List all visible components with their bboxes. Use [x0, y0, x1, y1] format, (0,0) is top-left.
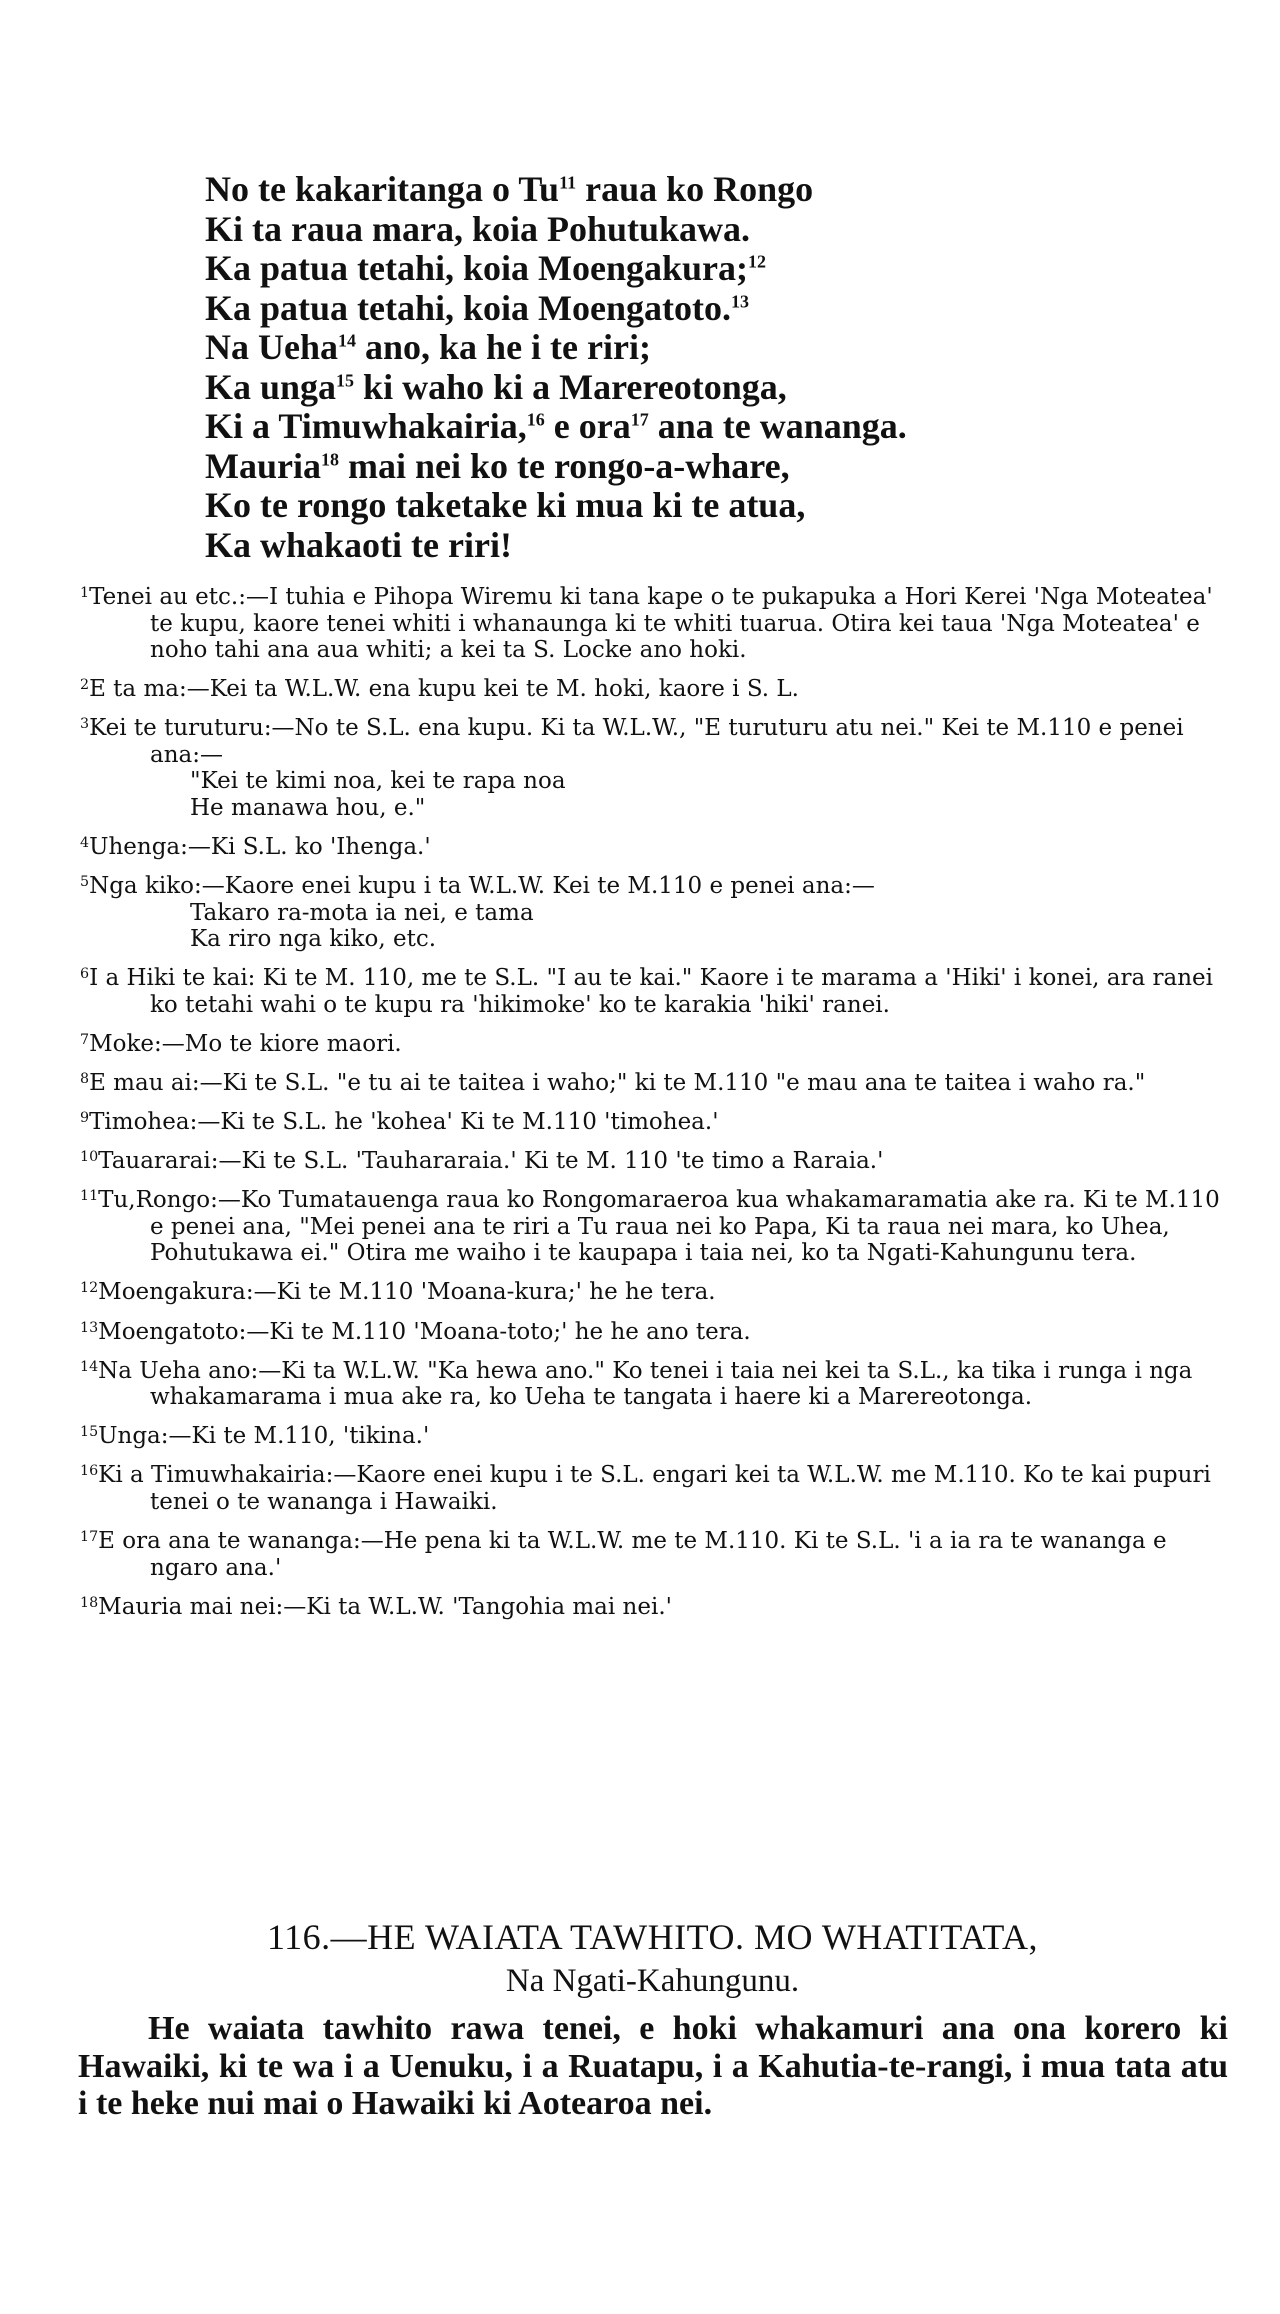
footnote [80, 1183, 1225, 1267]
verse-line [205, 249, 1205, 289]
verse-text: No te kakaritanga o Tu [205, 169, 560, 209]
footnote-number: 9 [80, 1110, 90, 1126]
footnote [80, 672, 1225, 703]
footnote-text: Moengakura:—Ki te M.110 'Moana-kura;' he he tera. [98, 1279, 716, 1306]
verse-text: mai nei ko te rongo-a-whare, [338, 445, 790, 486]
footnote-ref: 11 [559, 172, 577, 193]
footnote-quote-line: He manawa hou, e." [190, 794, 426, 821]
footnote-number: 18 [80, 1594, 99, 1611]
footnote [80, 1590, 1225, 1621]
verse-text: Ka patua tetahi, koia Moengakura; [205, 248, 749, 288]
footnote-text: E ta ma:—Kei ta W.L.W. ena kupu kei te M. hoki, kaore i S. L. [89, 676, 799, 703]
song-title: 116.—HE WAIATA TAWHITO. MO WHATITATA, [266, 1917, 1039, 1957]
footnote [80, 1524, 1225, 1581]
intro-paragraph: He waiata tawhito rawa tenei, e hoki whakamuri ana ona korero ki Hawaiki, ki te wa i a Uenuku, i a Ruatapu, i a Kahutia-te-rangi, i mua tata atu i te heke nui mai o Hawaiki ki Aotearoa nei. [78, 2010, 1228, 2122]
footnote-number: 1 [80, 585, 90, 601]
footnotes [80, 580, 1225, 1629]
verse-text: Na Ueha [205, 327, 338, 367]
footnote [80, 580, 1225, 664]
song-heading [80, 1915, 1225, 2003]
verse-text: Ko te rongo taketake ki mua ki te atua, [205, 485, 806, 525]
footnote [80, 961, 1225, 1018]
footnote-number: 8 [80, 1070, 90, 1087]
footnote-text: Tu,Rongo:—Ko Tumatauenga raua ko Rongomaraeroa kua whakamaramatia ake ra. Ki te M.110 e penei ana, "Mei penei ana te riri a Tu raua nei ko Papa, Ki ta raua nei mara, ko Uhea, Pohutukawa ei." Otira me waiho i te kaupapa i taia nei, ko ta Ngati-Kahungunu tera. [98, 1187, 1220, 1267]
footnote-number: 11 [80, 1188, 99, 1205]
verse-line [205, 368, 1205, 408]
footnote-number: 16 [80, 1463, 99, 1480]
footnote [80, 1105, 1225, 1136]
verse-line [205, 210, 1205, 250]
verse-line [205, 328, 1205, 368]
footnote-text: Na Ueha ano:—Ki ta W.L.W. "Ka hewa ano." Ko tenei i taia nei kei ta S.L., ka tika i runga i nga whakamarama i mua ake ra, ko Ueha te tangata i haere ki a Marereotonga. [98, 1357, 1193, 1411]
footnote [80, 1419, 1225, 1450]
footnote-text: Unga:—Ki te M.110, 'tikina.' [98, 1423, 430, 1450]
footnote-number: 4 [80, 834, 90, 851]
footnote-text: Kei te turuturu:—No te S.L. ena kupu. Ki ta W.L.W., "E turuturu atu nei." Kei te M.110 e penei ana:— [89, 715, 1184, 768]
footnote-text: Moke:—Mo te kiore maori. [89, 1030, 402, 1057]
footnote-ref: 15 [336, 369, 355, 390]
verse-line [205, 486, 1205, 526]
footnote [80, 711, 1225, 821]
verse-text: Ka unga [205, 366, 337, 407]
verse-text: raua ko Rongo [576, 169, 814, 209]
footnote-text: Uhenga:—Ki S.L. ko 'Ihenga.' [89, 834, 431, 860]
footnote [80, 1027, 1225, 1058]
verse-text: ano, ka he i te riri; [356, 327, 651, 367]
footnote [80, 1315, 1225, 1346]
verse-text: ki waho ki a Marereotonga, [354, 366, 787, 407]
footnote-number: 10 [80, 1149, 99, 1166]
footnote-text: E ora ana te wananga:—He pena ki ta W.L.W. me te M.110. Ki te S.L. 'i a ia ra te wananga e ngaro ana.' [98, 1528, 1167, 1581]
footnote-text: Nga kiko:—Kaore enei kupu i ta W.L.W. Kei te M.110 e penei ana:— [89, 873, 875, 900]
footnote [80, 1354, 1225, 1411]
verse-line [205, 447, 1205, 487]
footnote-number: 3 [80, 716, 90, 733]
footnote-quote-line: "Kei te kimi noa, kei te rapa noa [190, 768, 566, 795]
footnote-text: Tauararai:—Ki te S.L. 'Tauhararaia.' Ki te M. 110 'te timo a Raraia.' [98, 1148, 884, 1175]
footnote-text: I a Hiki te kai: Ki te M. 110, me te S.L. "I au te kai." Kaore i te marama a 'Hiki' i konei, ara ranei ko tetahi wahi o te kupu ra 'hikimoke' ko te karakia 'hiki' ranei. [89, 965, 1213, 1018]
footnote-ref: 12 [748, 251, 767, 272]
verse-line [205, 289, 1205, 329]
footnote-number: 17 [80, 1529, 99, 1545]
footnote-quote-line: Ka riro nga kiko, etc. [190, 926, 437, 953]
footnote-number: 6 [80, 966, 90, 983]
footnote-number: 12 [80, 1280, 99, 1297]
footnote-number: 15 [80, 1424, 99, 1441]
footnote-number: 5 [80, 874, 90, 890]
footnote-ref: 16 [526, 409, 545, 430]
footnote-number: 14 [80, 1358, 99, 1375]
verse-line [205, 170, 1205, 210]
footnote-ref: 13 [731, 290, 749, 311]
footnote-number: 2 [80, 677, 90, 694]
footnote [80, 1275, 1225, 1306]
footnote [80, 1458, 1225, 1515]
footnote-text: Mauria mai nei:—Ki ta W.L.W. 'Tangohia mai nei.' [98, 1593, 672, 1620]
verse-block [205, 170, 1205, 565]
verse-text: Ki a Timuwhakairia, [205, 406, 527, 446]
verse-text: Ka patua tetahi, koia Moengatoto. [205, 287, 731, 328]
verse-text: ana te wananga. [648, 406, 907, 446]
footnote-ref: 18 [320, 448, 339, 469]
footnote-text: Tenei au etc.:—I tuhia e Pihopa Wiremu ki tana kape o te pukapuka a Hori Kerei 'Nga Moteatea' te kupu, kaore tenei whiti i whanaunga ki te whiti tuarua. Otira kei taua 'Nga Moteatea' e noho tahi ana aua whiti; a kei ta S. Locke ano hoki. [89, 584, 1213, 664]
footnote-text: Ki a Timuwhakairia:—Kaore enei kupu i te S.L. engari kei ta W.L.W. me M.110. Ko te kai pupuri tenei o te wananga i Hawaiki. [98, 1462, 1211, 1515]
footnote-ref: 14 [338, 330, 356, 351]
footnote-ref: 17 [630, 409, 649, 430]
footnote-number: 7 [80, 1031, 90, 1048]
song-subtitle: Na Ngati-Kahungunu. [505, 1963, 800, 1999]
footnote [80, 869, 1225, 953]
footnote [80, 1144, 1225, 1175]
footnote-text: E mau ai:—Ki te S.L. "e tu ai te taitea i waho;" ki te M.110 "e mau ana te taitea i waho ra." [89, 1070, 1146, 1096]
footnote-text: Moengatoto:—Ki te M.110 'Moana-toto;' he he ano tera. [98, 1318, 751, 1345]
footnote-number: 13 [80, 1319, 99, 1336]
footnote [80, 1066, 1225, 1097]
verse-line [205, 407, 1205, 447]
footnote-text: Timohea:—Ki te S.L. he 'kohea' Ki te M.110 'timohea.' [89, 1109, 719, 1136]
verse-text: Mauria [205, 445, 321, 486]
verse-text: e ora [544, 406, 631, 446]
verse-text: Ki ta raua mara, koia Pohutukawa. [205, 208, 751, 249]
footnote [80, 830, 1225, 861]
verse-line [205, 526, 1205, 566]
verse-text: Ka whakaoti te riri! [205, 524, 512, 565]
footnote-quote-line: Takaro ra-mota ia nei, e tama [190, 899, 534, 926]
